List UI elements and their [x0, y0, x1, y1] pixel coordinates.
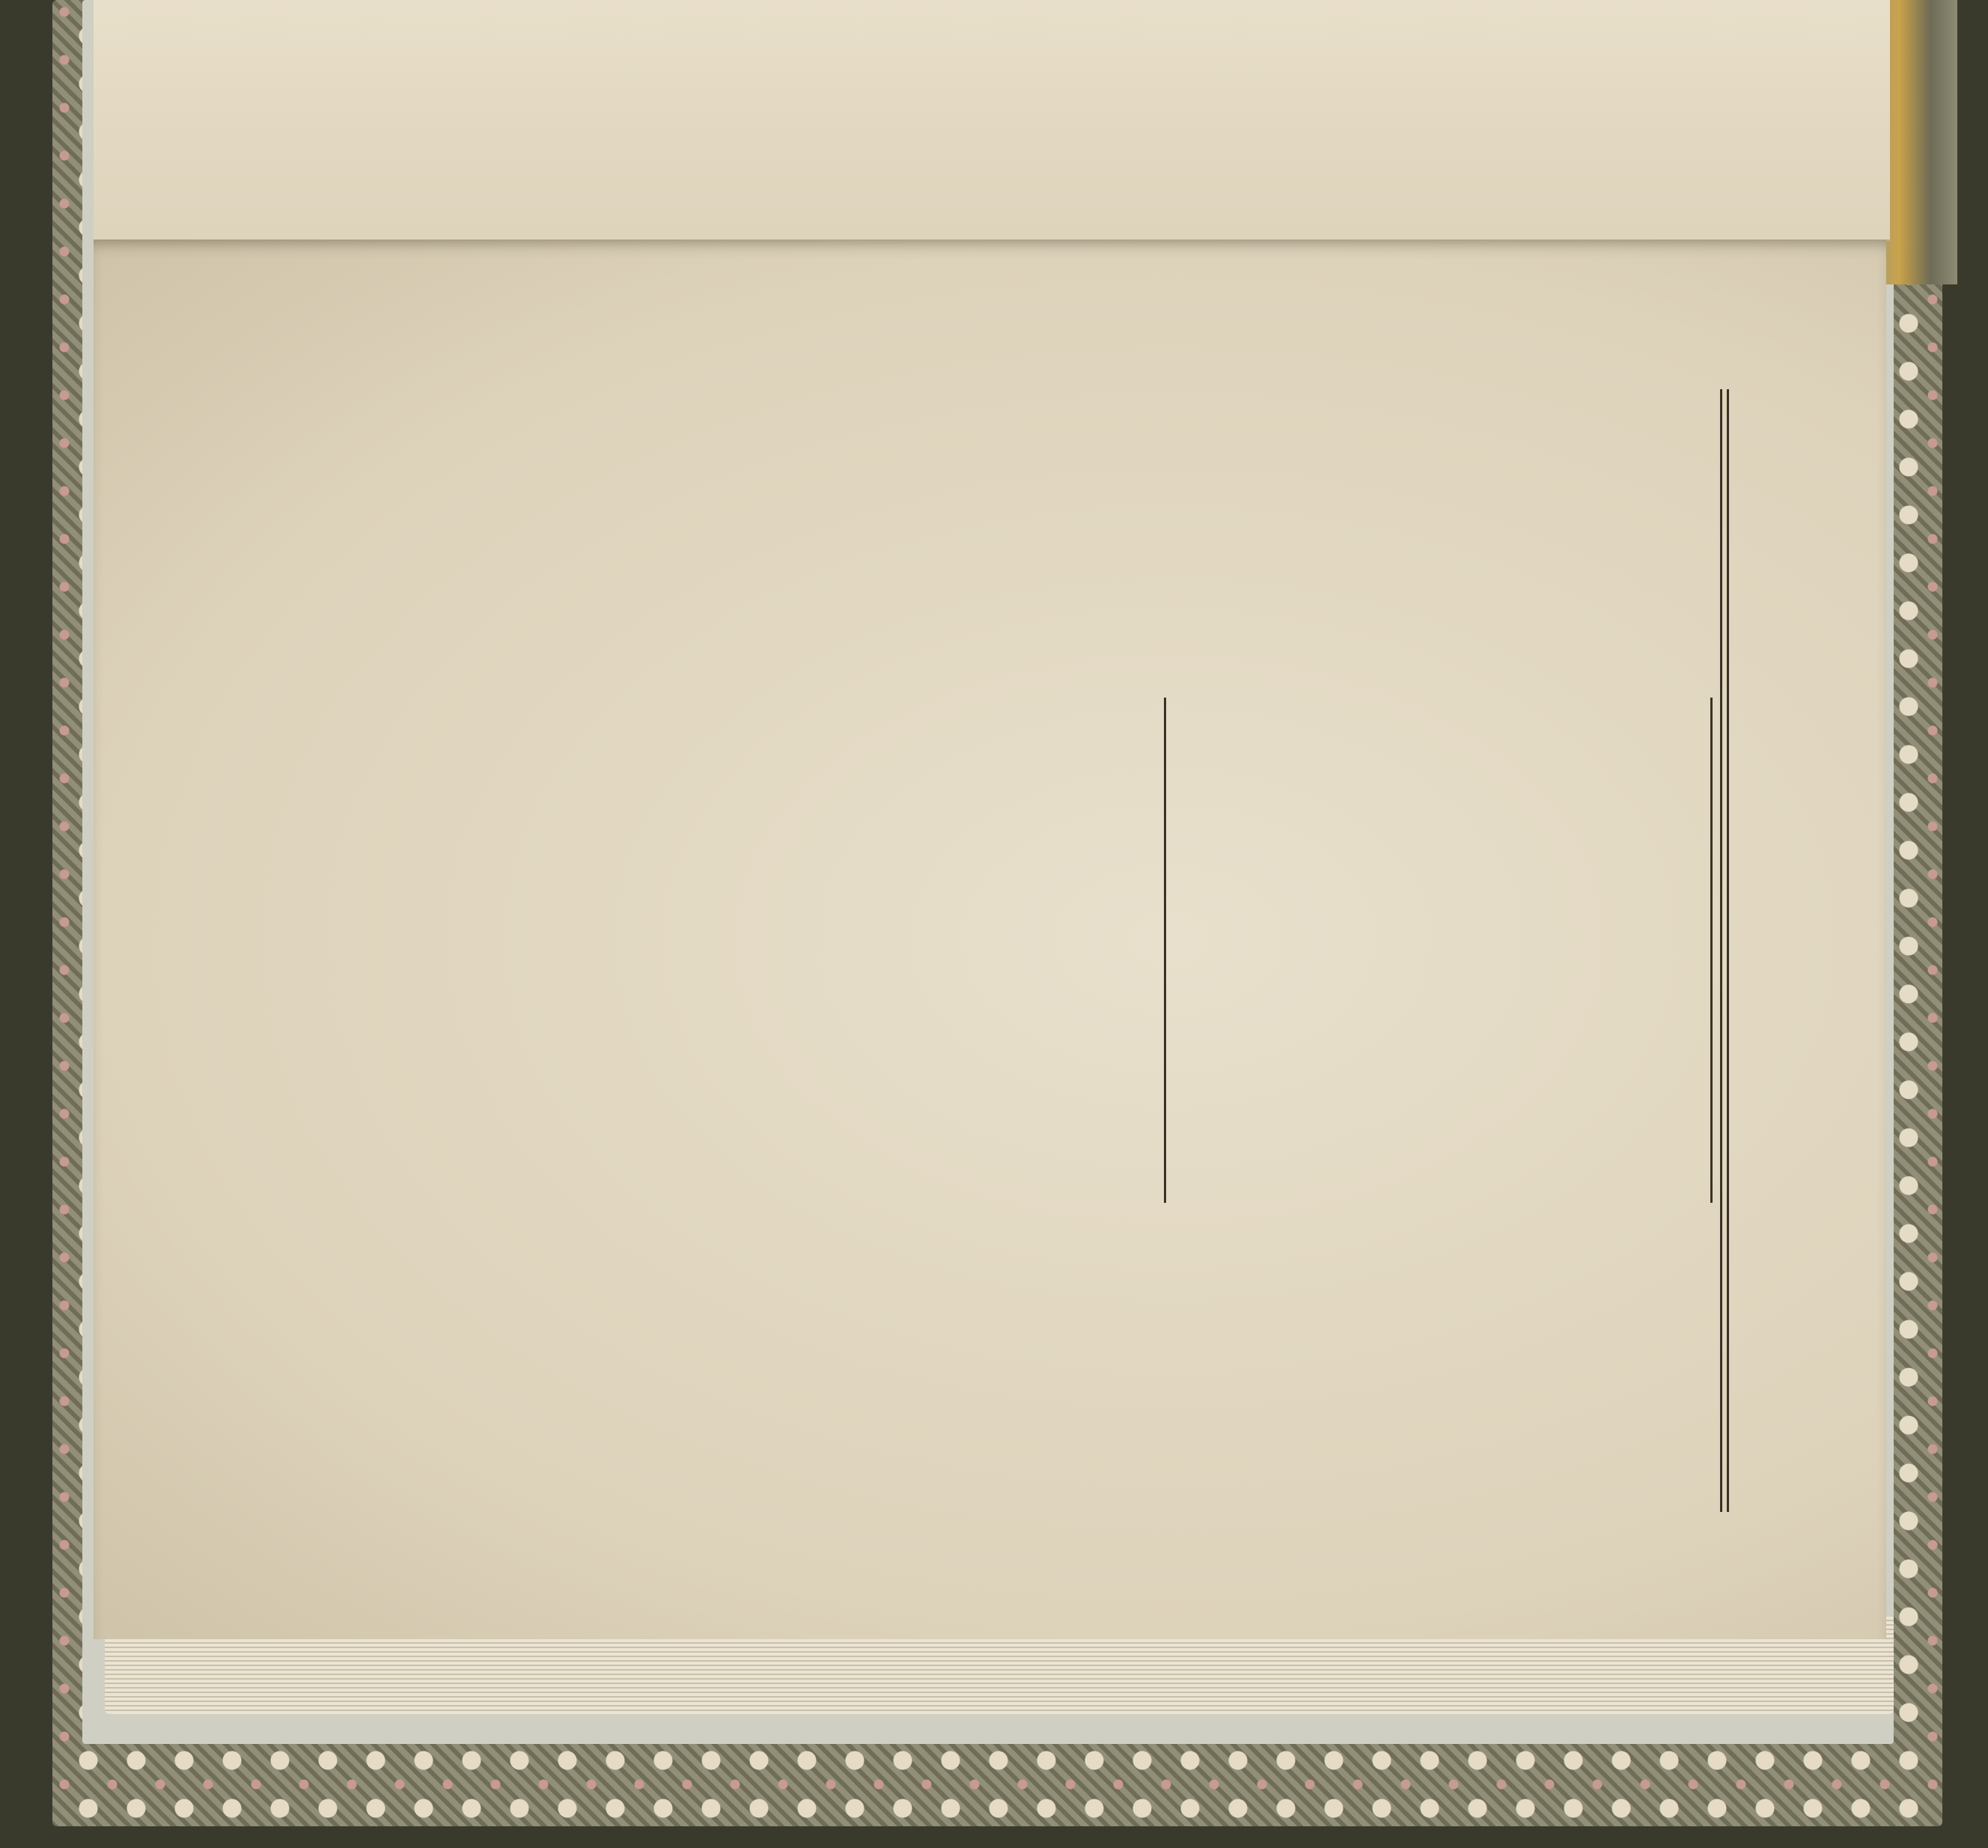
divider [1727, 389, 1729, 1512]
divider [1710, 698, 1713, 1204]
main-page [94, 240, 1886, 1639]
right-column [1703, 389, 1734, 1512]
left-column [1156, 389, 1174, 1512]
divider [1164, 698, 1166, 1204]
divider [1720, 389, 1722, 1512]
previous-page [94, 0, 1890, 241]
